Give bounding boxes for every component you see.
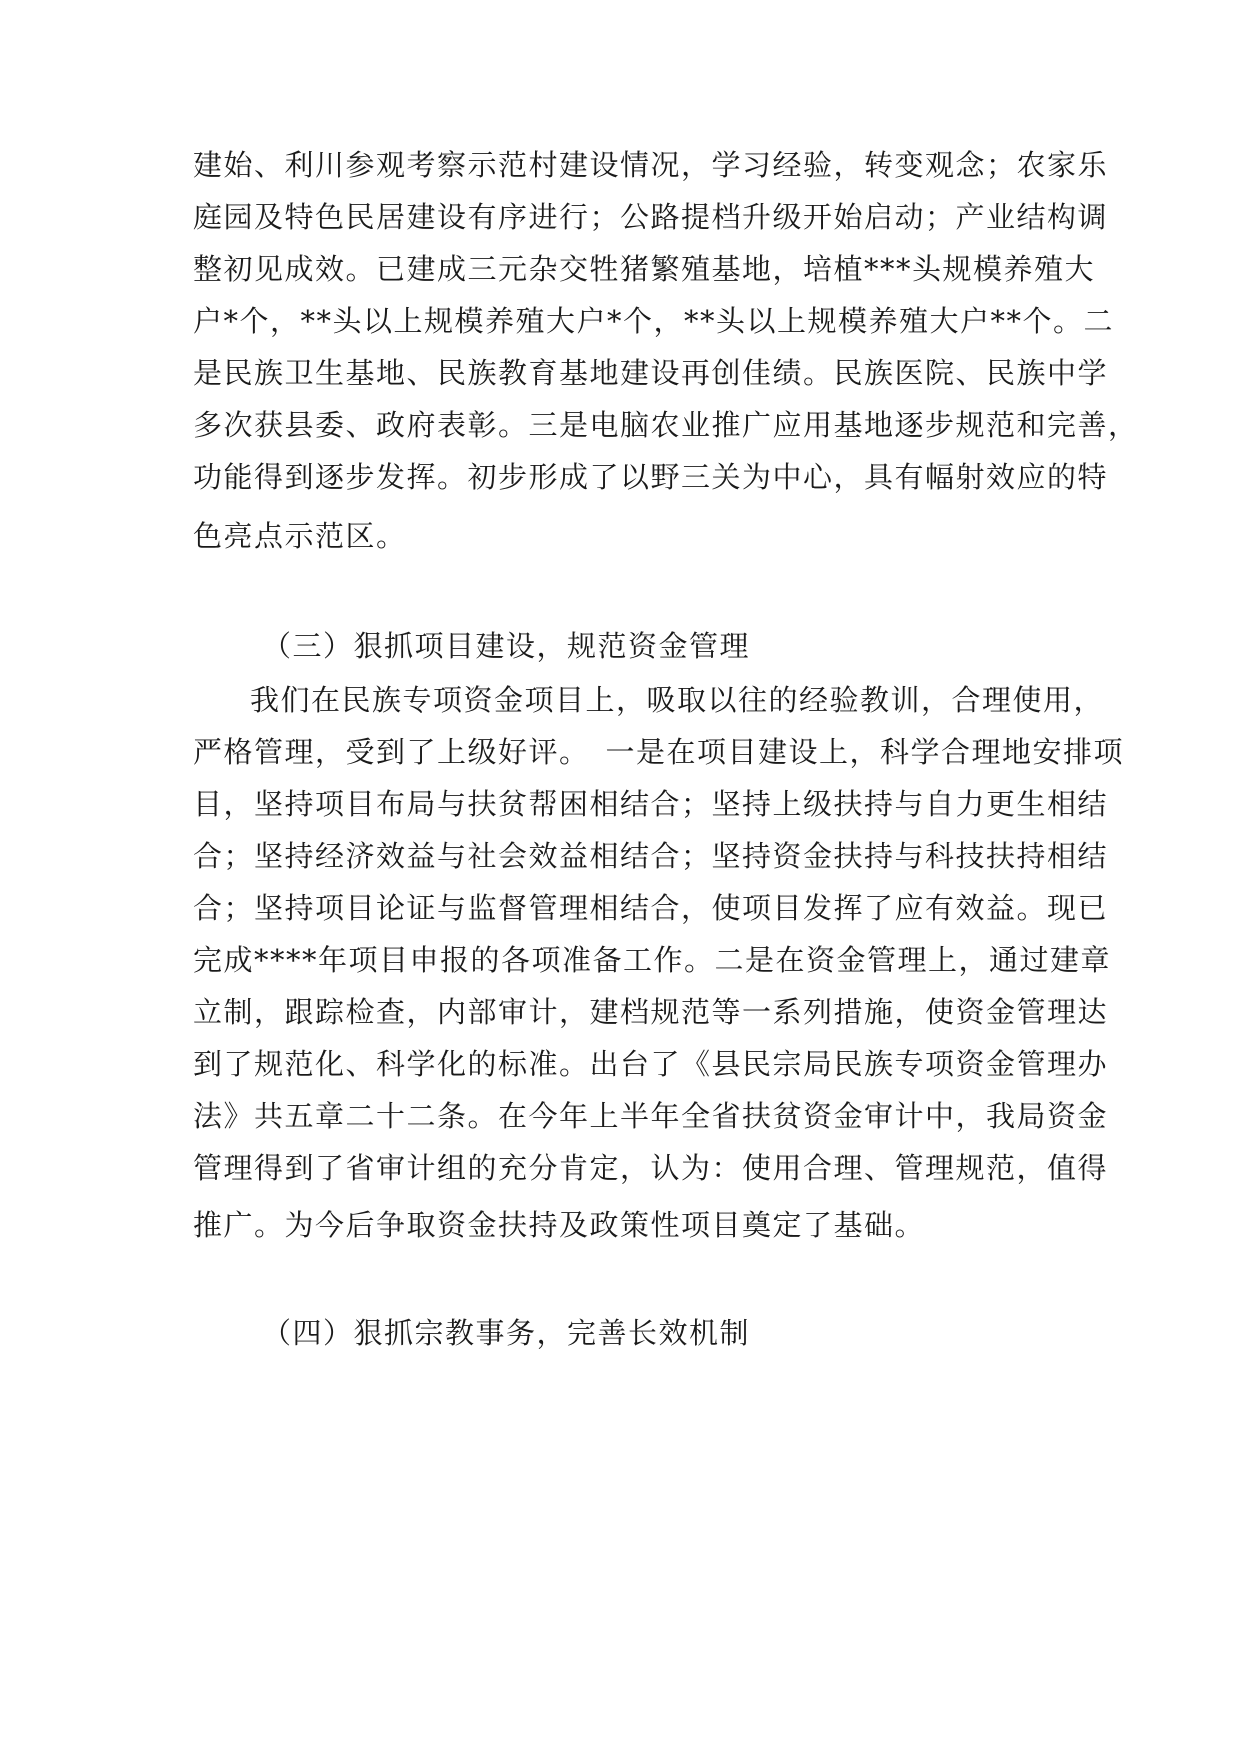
paragraph-line: 立制，跟踪检查，内部审计，建档规范等一系列措施，使资金管理达	[193, 995, 1109, 1029]
paragraph-line: 功能得到逐步发挥。初步形成了以野三关为中心，具有幅射效应的特	[193, 460, 1109, 494]
paragraph-line: 合；坚持经济效益与社会效益相结合；坚持资金扶持与科技扶持相结	[193, 839, 1109, 873]
paragraph-line: 是民族卫生基地、民族教育基地建设再创佳绩。民族医院、民族中学	[193, 356, 1109, 390]
paragraph-line: 整初见成效。已建成三元杂交牲猪繁殖基地，培植***头规模养殖大	[193, 252, 1096, 286]
paragraph-line: 严格管理，受到了上级好评。 一是在项目建设上，科学合理地安排项	[193, 735, 1125, 769]
paragraph-line: 户*个，**头以上规模养殖大户*个，**头以上规模养殖大户**个。二	[193, 304, 1115, 338]
paragraph-line: 目，坚持项目布局与扶贫帮困相结合；坚持上级扶持与自力更生相结	[193, 787, 1109, 821]
section-heading-4: （四）狠抓宗教事务，完善长效机制	[262, 1316, 751, 1350]
paragraph-line: 多次获县委、政府表彰。三是电脑农业推广应用基地逐步规范和完善，	[193, 408, 1139, 442]
paragraph-line: 管理得到了省审计组的充分肯定，认为：使用合理、管理规范，值得	[193, 1151, 1109, 1185]
paragraph-line: 我们在民族专项资金项目上，吸取以往的经验教训，合理使用，	[250, 683, 1105, 717]
section-heading-3: （三）狠抓项目建设，规范资金管理	[262, 629, 751, 663]
paragraph-line: 色亮点示范区。	[193, 519, 407, 553]
paragraph-line: 建始、利川参观考察示范村建设情况，学习经验，转变观念；农家乐	[193, 148, 1109, 182]
paragraph-line: 庭园及特色民居建设有序进行；公路提档升级开始启动；产业结构调	[193, 200, 1109, 234]
paragraph-line: 到了规范化、科学化的标准。出台了《县民宗局民族专项资金管理办	[193, 1047, 1109, 1081]
paragraph-line: 合；坚持项目论证与监督管理相结合，使项目发挥了应有效益。现已	[193, 891, 1109, 925]
paragraph-line: 完成****年项目申报的各项准备工作。二是在资金管理上，通过建章	[193, 943, 1112, 977]
paragraph-line: 推广。为今后争取资金扶持及政策性项目奠定了基础。	[193, 1208, 926, 1242]
paragraph-line: 法》共五章二十二条。在今年上半年全省扶贫资金审计中，我局资金	[193, 1099, 1109, 1133]
